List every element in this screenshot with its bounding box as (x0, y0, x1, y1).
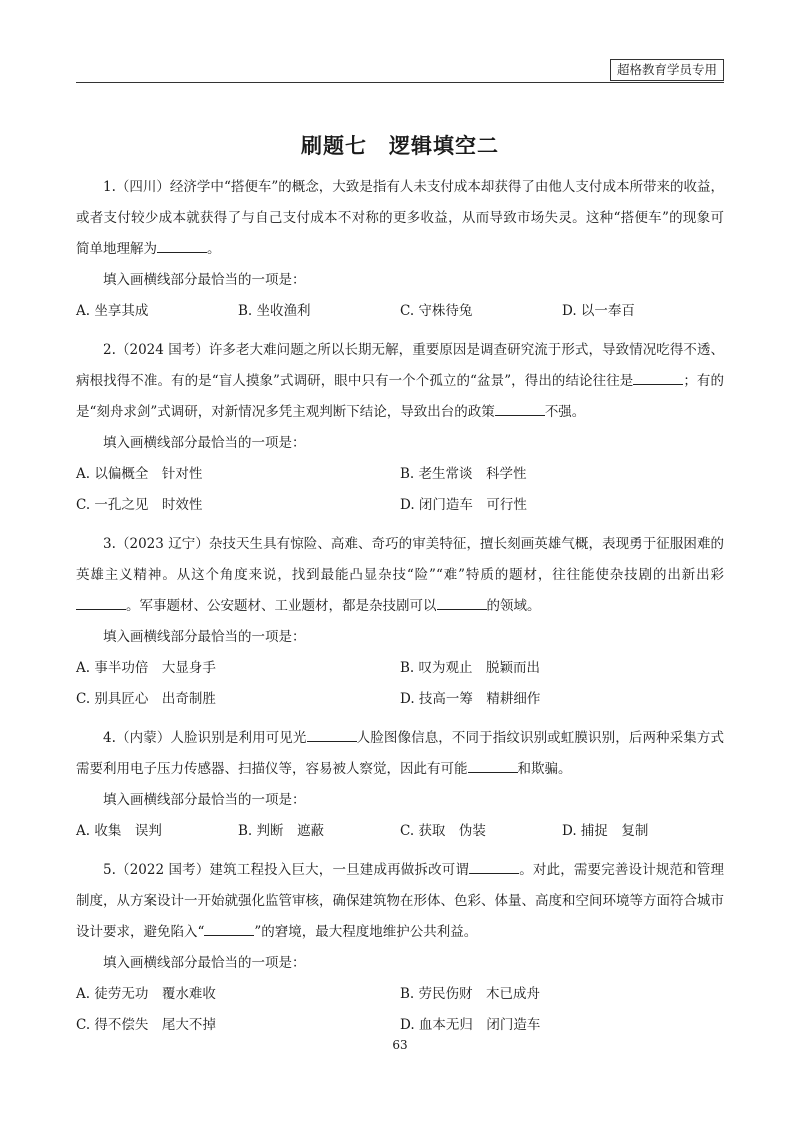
question-stem: 4.（内蒙）人脸识别是利用可见光 人脸图像信息，不同于指纹识别或虹膜识别，后两种采集方式需要利用电子压力传感器、扫描仪等，容易被人察觉，因此有可能 和欺骗。 (76, 723, 724, 785)
option-list (76, 816, 724, 847)
question-1 (76, 172, 724, 327)
question-stem: 1.（四川）经济学中“搭便车”的概念，大致是指有人未支付成本却获得了由他人支付成本所带来的收益，或者支付较少成本就获得了与自己支付成本不对称的更多收益，从而导致市场失灵。这种“搭便车”的现象可简单地理解为 。 (76, 179, 724, 257)
option-list (76, 296, 724, 327)
answer-blank (468, 758, 518, 773)
question-prompt: 填入画横线部分最恰当的一项是： (103, 435, 306, 451)
option-b: B. 劳民伤财 木已成舟 (400, 986, 541, 1002)
option-c: C. 获取 伪装 (400, 823, 486, 839)
question-prompt: 填入画横线部分最恰当的一项是： (103, 955, 306, 971)
page-title: 刷题七 逻辑填空二 (301, 133, 499, 158)
question-5 (76, 855, 724, 1041)
option-b: B. 叹为观止 脱颖而出 (400, 660, 541, 676)
header-label: 超格教育学员专用 (610, 59, 724, 81)
question-stem: 3.（2023 辽宁）杂技天生具有惊险、高难、奇巧的审美特征，擅长刻画英雄气概，表现勇于征服困难的英雄主义精神。从这个角度来说，找到最能凸显杂技“险”“难”特质的题材，往往能使杂技剧的出新出彩。军事题材、公安题材、工业题材，都是杂技剧可以 的领域。 (76, 536, 724, 614)
question-prompt: 填入画横线部分最恰当的一项是： (103, 629, 306, 645)
option-d: D. 捕捉 复制 (562, 823, 649, 839)
answer-blank (633, 370, 683, 385)
option-d: D. 技高一筹 精耕细作 (400, 691, 541, 707)
answer-blank (437, 595, 487, 610)
option-c: C. 守株待兔 (400, 303, 473, 319)
option-a: A. 以偏概全 针对性 (76, 466, 203, 482)
answer-blank (469, 859, 519, 874)
question-stem: 2.（2024 国考）许多老大难问题之所以长期无解，重要原因是调查研究流于形式，导致情况吃得不透、病根找得不准。有的是“盲人摸象”式调研，眼中只有一个个孤立的“盆景”，得出的结论往往是 ；有的是“刻舟求剑”式调研，对新情况多凭主观判断下结论，导致出台的政策 不强。 (76, 342, 725, 420)
option-d: D. 血本无归 闭门造车 (400, 1017, 541, 1033)
question-prompt: 填入画横线部分最恰当的一项是： (103, 792, 306, 808)
option-list (76, 979, 724, 1041)
question-list (76, 172, 724, 1049)
option-d: D. 闭门造车 可行性 (400, 497, 527, 513)
answer-blank (307, 727, 357, 742)
page-number: 63 (392, 1038, 408, 1052)
question-3 (76, 529, 724, 715)
question-2 (76, 335, 724, 521)
option-c: C. 得不偿失 尾大不掉 (76, 1017, 216, 1033)
answer-blank (204, 921, 254, 936)
header-divider (76, 82, 724, 83)
option-b: B. 判断 遮蔽 (238, 823, 325, 839)
answer-blank (495, 401, 545, 416)
option-a: A. 徒劳无功 覆水难收 (76, 986, 216, 1002)
answer-blank (76, 595, 126, 610)
option-c: C. 别具匠心 出奇制胜 (76, 691, 216, 707)
option-list (76, 459, 724, 521)
option-a: A. 坐享其成 (76, 303, 149, 319)
option-c: C. 一孔之见 时效性 (76, 497, 203, 513)
option-a: A. 事半功倍 大显身手 (76, 660, 216, 676)
answer-blank (157, 238, 207, 253)
option-a: A. 收集 误判 (76, 823, 162, 839)
option-d: D. 以一奉百 (562, 303, 635, 319)
question-prompt: 填入画横线部分最恰当的一项是： (103, 272, 306, 288)
option-list (76, 653, 724, 715)
option-b: B. 坐收渔利 (238, 303, 311, 319)
question-stem: 5.（2022 国考）建筑工程投入巨大，一旦建成再做拆改可谓 。对此，需要完善设计规范和管理制度，从方案设计一开始就强化监管审核，确保建筑物在形体、色彩、体量、高度和空间环境等方面符合城市设计要求，避免陷入“ ”的窘境，最大程度地维护公共利益。 (76, 855, 724, 948)
option-b: B. 老生常谈 科学性 (400, 466, 527, 482)
question-4 (76, 723, 724, 847)
